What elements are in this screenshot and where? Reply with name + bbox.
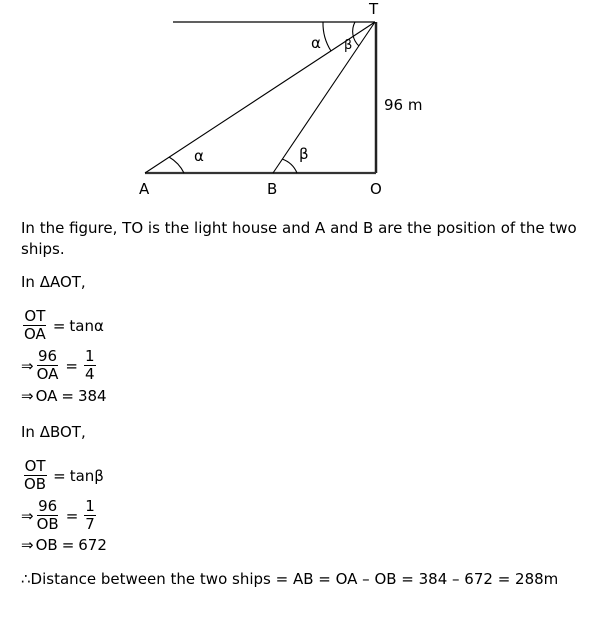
angle-beta-at-b: β xyxy=(299,145,309,163)
equals-sign: = xyxy=(53,466,66,485)
result-value: 384 xyxy=(77,387,107,405)
fraction-1-7 xyxy=(84,498,96,533)
height-label: 96 m xyxy=(384,96,423,114)
equals-sign: = xyxy=(65,506,79,525)
tan-text: tan xyxy=(69,316,94,335)
equals-sign: = xyxy=(61,536,75,554)
implies-arrow: ⇒ xyxy=(21,506,34,525)
equals-sign: = xyxy=(61,387,74,405)
angle-alpha-at-a: α xyxy=(194,147,204,165)
equals-sign: = xyxy=(65,356,78,375)
lhs: OB xyxy=(35,536,58,554)
fraction-96-ob xyxy=(36,498,60,533)
denominator: OA xyxy=(24,325,46,343)
implies-arrow: ⇒ xyxy=(21,536,34,554)
lighthouse-diagram xyxy=(0,0,608,205)
fraction-96-oa xyxy=(36,348,60,383)
vertex-label-t: T xyxy=(369,0,379,18)
vertex-label-b: B xyxy=(267,180,278,198)
numerator: 1 xyxy=(85,497,95,515)
equation-aot-3 xyxy=(21,387,107,405)
tan-text: tan xyxy=(69,466,95,485)
denominator: 4 xyxy=(84,365,95,383)
equation-bot-3 xyxy=(21,536,107,554)
equation-bot-1 xyxy=(21,458,104,493)
in-bot-heading: In ΔBOT, xyxy=(21,423,86,441)
lhs: OA xyxy=(35,387,58,405)
numerator: 96 xyxy=(37,347,58,365)
in-aot-heading: In ΔAOT, xyxy=(21,273,86,291)
numerator: 1 xyxy=(84,347,95,365)
equation-aot-1 xyxy=(21,308,104,343)
equals-sign: = xyxy=(52,316,66,335)
fraction-1-4 xyxy=(84,348,96,383)
conclusion-line: ∴Distance between the two ships = AB = OA – OB = 384 – 672 = 288m xyxy=(21,570,559,588)
beta-symbol: β xyxy=(94,466,104,485)
denominator: OB xyxy=(36,515,59,533)
angle-alpha-at-t: α xyxy=(311,34,321,52)
result-value: 672 xyxy=(78,536,107,554)
numerator: OT xyxy=(24,457,46,475)
implies-arrow: ⇒ xyxy=(21,356,34,375)
equation-aot-2 xyxy=(21,348,98,383)
vertex-label-o: O xyxy=(370,180,382,198)
fraction-ot-oa xyxy=(23,308,47,343)
numerator: 96 xyxy=(38,497,58,515)
diagram-lines xyxy=(0,0,608,205)
denominator: 7 xyxy=(85,515,95,533)
denominator: OA xyxy=(36,365,59,383)
vertex-label-a: A xyxy=(139,180,150,198)
angle-beta-at-t: β xyxy=(344,38,353,53)
intro-paragraph: In the figure, TO is the light house and A and B are the position of the two ships. xyxy=(21,219,577,258)
denominator: OB xyxy=(24,475,47,493)
fraction-ot-ob xyxy=(23,458,47,493)
equation-bot-2 xyxy=(21,498,98,533)
alpha-symbol: α xyxy=(93,316,104,335)
implies-arrow: ⇒ xyxy=(21,387,34,405)
numerator: OT xyxy=(24,307,46,325)
